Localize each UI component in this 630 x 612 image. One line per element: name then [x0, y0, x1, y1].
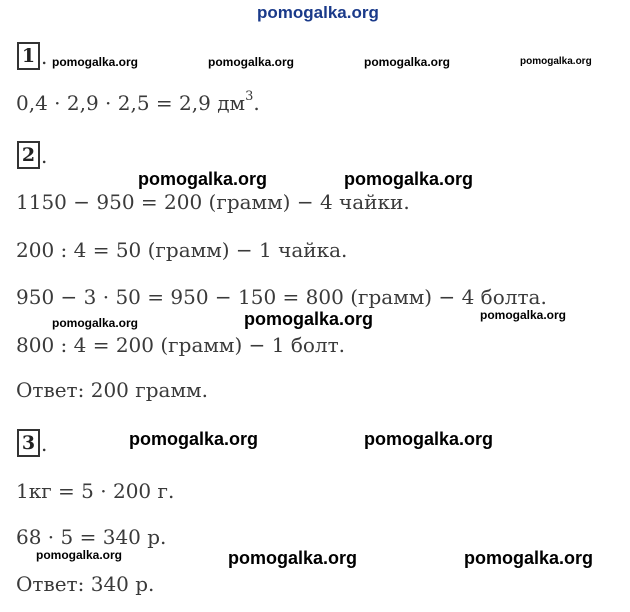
- watermark: pomogalka.org: [464, 548, 594, 568]
- watermark: pomogalka.org: [480, 308, 567, 322]
- task-number-dot: .: [41, 432, 48, 456]
- task-2-line-4: 800 : 4 = 200 (грамм) − 1 болт.: [16, 333, 346, 357]
- watermark: pomogalka.org: [208, 55, 295, 69]
- watermark: pomogalka.org: [52, 55, 139, 69]
- watermark-top: pomogalka.org: [257, 3, 379, 22]
- task-3-line-2: 68 · 5 = 340 р.: [16, 525, 167, 549]
- watermark: pomogalka.org: [244, 309, 374, 329]
- task-2-line-2: 200 : 4 = 50 (грамм) − 1 чайка.: [16, 238, 348, 262]
- superscript-exponent: 3: [245, 89, 254, 105]
- task-number-dot: .: [41, 144, 48, 168]
- task-2-line-1: 1150 − 950 = 200 (грамм) − 4 чайки.: [16, 190, 410, 214]
- watermark: pomogalka.org: [364, 55, 451, 69]
- task-number-box: 3: [17, 429, 40, 457]
- watermark: pomogalka.org: [138, 169, 268, 189]
- watermark: pomogalka.org: [344, 169, 474, 189]
- watermark: pomogalka.org: [364, 429, 494, 449]
- task-number-box: 1: [17, 42, 40, 70]
- watermark: pomogalka.org: [129, 429, 259, 449]
- task-2-answer: Ответ: 200 грамм.: [16, 378, 208, 402]
- task-number-dot: .: [41, 45, 48, 69]
- watermark: pomogalka.org: [52, 316, 139, 330]
- task-3-answer: Ответ: 340 р.: [16, 572, 155, 596]
- task-number-box: 2: [17, 141, 40, 169]
- watermark: pomogalka.org: [36, 548, 123, 562]
- task-1-line-1: 0,4 · 2,9 · 2,5 = 2,9 $дм^3$.: [16, 89, 260, 115]
- watermark: pomogalka.org: [228, 548, 358, 568]
- task-2-line-3: 950 − 3 · 50 = 950 − 150 = 800 (грамм) − 4 болта.: [16, 285, 547, 309]
- task-3-line-1: 1кг = 5 · 200 г.: [16, 479, 175, 503]
- watermark: pomogalka.org: [520, 56, 592, 67]
